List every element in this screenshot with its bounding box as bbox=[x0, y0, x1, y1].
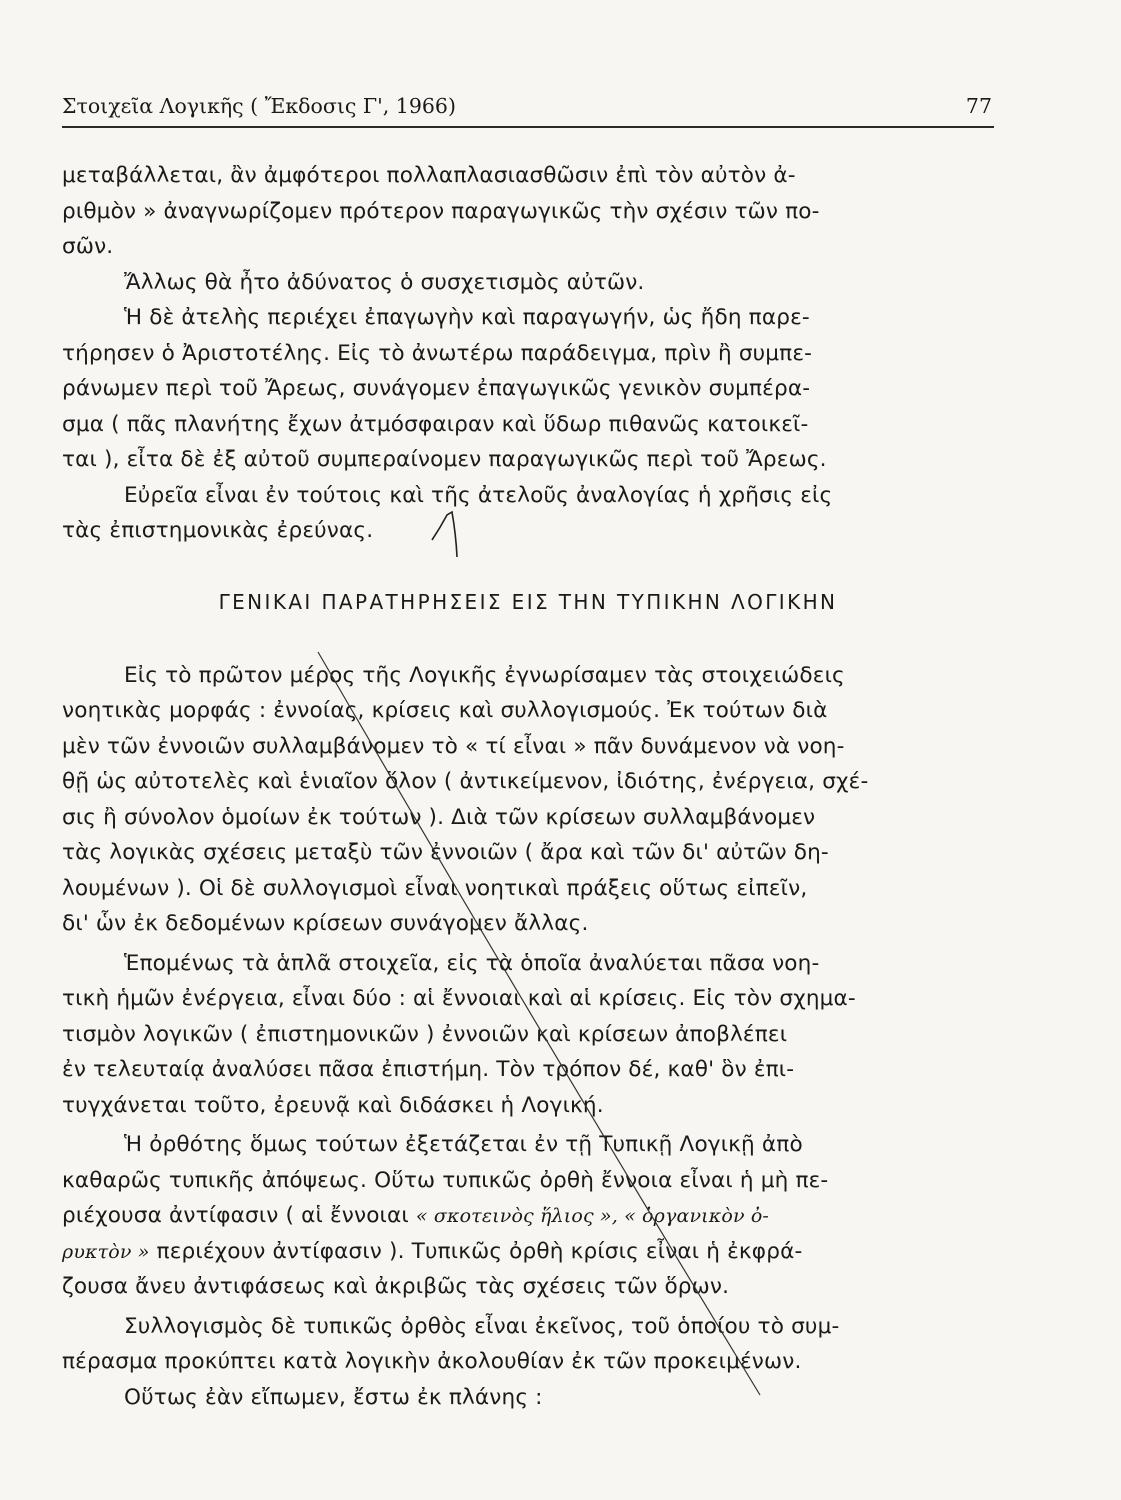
italic-example: « σκοτεινὸς ἥλιος », « ὀργανικὸν ὀ- bbox=[415, 1205, 769, 1227]
text-line: τυγχάνεται τοῦτο, ἐρευνᾷ καὶ διδάσκει ἡ Λογική. bbox=[62, 1092, 604, 1118]
text-line bbox=[62, 1198, 994, 1234]
text-line: τήρησεν ὁ Ἀριστοτέλης. Εἰς τὸ ἀνωτέρω παράδειγμα, πρὶν ἢ συμπε- bbox=[62, 340, 813, 366]
paragraph-5 bbox=[62, 658, 994, 942]
text-line: σμα ( πᾶς πλανήτης ἔχων ἀτμόσφαιραν καὶ ὕδωρ πιθανῶς κατοικεῖ- bbox=[62, 411, 809, 437]
text-line: ριθμὸν » ἀναγνωρίζομεν πρότερον παραγωγικῶς τὴν σχέσιν τῶν πο- bbox=[62, 198, 820, 224]
body-text bbox=[62, 158, 994, 1415]
paragraph-3 bbox=[62, 300, 994, 478]
text-line: Εἰς τὸ πρῶτον μέρος τῆς Λογικῆς ἐγνωρίσαμεν τὰς στοιχειώδεις bbox=[124, 662, 845, 688]
text-line bbox=[62, 1234, 994, 1270]
text-line: Οὕτως ἐὰν εἴπωμεν, ἔστω ἐκ πλάνης : bbox=[124, 1384, 543, 1410]
paragraph-6 bbox=[62, 946, 994, 1124]
text-line: τὰς λογικὰς σχέσεις μεταξὺ τῶν ἐννοιῶν ( ἄρα καὶ τῶν δι' αὐτῶν δη- bbox=[62, 840, 829, 865]
running-head bbox=[62, 94, 992, 118]
paragraph-8 bbox=[62, 1309, 994, 1380]
text-line: Ἄλλως θὰ ἦτο ἀδύνατος ὁ συσχετισμὸς αὐτῶν. bbox=[124, 269, 645, 295]
text-line: Εὐρεῖα εἶναι ἐν τούτοις καὶ τῆς ἀτελοῦς ἀναλογίας ἡ χρῆσις εἰς bbox=[124, 482, 833, 508]
text-line: Ἡ ὀρθότης ὅμως τούτων ἐξετάζεται ἐν τῇ Τυπικῇ Λογικῇ ἀπὸ bbox=[124, 1132, 803, 1157]
paragraph-9 bbox=[62, 1380, 994, 1416]
paragraph-4 bbox=[62, 478, 994, 549]
running-head-title: Στοιχεῖα Λογικῆς ( Ἔκδοσις Γ', 1966) bbox=[62, 94, 456, 118]
text-line: ται ), εἶτα δὲ ἐξ αὐτοῦ συμπεραίνομεν παραγωγικῶς περὶ τοῦ Ἄρεως. bbox=[62, 447, 827, 472]
paragraph-7 bbox=[62, 1127, 994, 1305]
italic-example: ρυκτὸν » bbox=[62, 1240, 150, 1263]
text-line: μεταβάλλεται, ἂν ἀμφότεροι πολλαπλασιασθῶσιν ἐπὶ τὸν αὐτὸν ἀ- bbox=[62, 163, 796, 188]
text-line: ζουσα ἄνευ ἀντιφάσεως καὶ ἀκριβῶς τὰς σχέσεις τῶν ὅρων. bbox=[62, 1274, 730, 1299]
text-line: νοητικὰς μορφάς : ἐννοίας, κρίσεις καὶ συλλογισμούς. Ἐκ τούτων διὰ bbox=[62, 698, 828, 723]
text-line: καθαρῶς τυπικῆς ἀπόψεως. Οὕτω τυπικῶς ὀρθὴ ἔννοια εἶναι ἡ μὴ πε- bbox=[62, 1167, 829, 1193]
text-line: τὰς ἐπιστημονικὰς ἐρεύνας. bbox=[62, 518, 374, 543]
text-line: λουμένων ). Οἱ δὲ συλλογισμοὶ εἶναι νοητικαὶ πράξεις οὕτως εἰπεῖν, bbox=[62, 875, 808, 901]
text-line: τικὴ ἡμῶν ἐνέργεια, εἶναι δύο : αἱ ἔννοιαι καὶ αἱ κρίσεις. Εἰς τὸν σχημα- bbox=[62, 986, 856, 1011]
text-line: θῇ ὡς αὐτοτελὲς καὶ ἑνιαῖον ὅλον ( ἀντικείμενον, ἰδιότης, ἐνέργεια, σχέ- bbox=[62, 769, 869, 794]
text-line: σῶν. bbox=[62, 234, 114, 259]
text-line: μὲν τῶν ἐννοιῶν συλλαμβάνομεν τὸ « τί εἶναι » πᾶν δυνάμενον νὰ νοη- bbox=[62, 733, 845, 759]
text-line: τισμὸν λογικῶν ( ἐπιστημονικῶν ) ἐννοιῶν καὶ κρίσεων ἀποβλέπει bbox=[62, 1021, 788, 1047]
text-line: πέρασμα προκύπτει κατὰ λογικὴν ἀκολουθίαν ἐκ τῶν προκειμένων. bbox=[62, 1349, 802, 1374]
text-line: Ἑπομένως τὰ ἁπλᾶ στοιχεῖα, εἰς τὰ ὁποῖα ἀναλύεται πᾶσα νοη- bbox=[124, 950, 820, 976]
text-line: Ἡ δὲ ἀτελὴς περιέχει ἐπαγωγὴν καὶ παραγωγήν, ὡς ἤδη παρε- bbox=[124, 305, 810, 330]
text-line: δι' ὧν ἐκ δεδομένων κρίσεων συνάγομεν ἄλλας. bbox=[62, 911, 589, 936]
page-number: 77 bbox=[965, 94, 992, 118]
paragraph-2 bbox=[62, 265, 994, 301]
paragraph-1 bbox=[62, 158, 994, 265]
text-line: ράνωμεν περὶ τοῦ Ἄρεως, συνάγομεν ἐπαγωγικῶς γενικὸν συμπέρα- bbox=[62, 376, 811, 401]
text-line: Συλλογισμὸς δὲ τυπικῶς ὀρθὸς εἶναι ἐκεῖνος, τοῦ ὁποίου τὸ συμ- bbox=[124, 1313, 840, 1339]
header-rule bbox=[62, 126, 994, 128]
text-segment: ριέχουσα ἀντίφασιν ( αἱ ἔννοιαι bbox=[62, 1203, 416, 1228]
text-line: ἐν τελευταίᾳ ἀναλύσει πᾶσα ἐπιστήμη. Τὸν τρόπον δέ, καθ' ὃν ἐπι- bbox=[62, 1057, 795, 1082]
section-heading: ΓΕΝΙΚΑΙ ΠΑΡΑΤΗΡΗΣΕΙΣ ΕΙΣ ΤΗΝ ΤΥΠΙΚΗΝ ΛΟΓΙΚΗΝ bbox=[218, 589, 838, 614]
text-line: σις ἢ σύνολον ὁμοίων ἐκ τούτων ). Διὰ τῶν κρίσεων συλλαμβάνομεν bbox=[62, 804, 816, 830]
text-segment: περιέχουν ἀντίφασιν ). Τυπικῶς ὀρθὴ κρίσις εἶναι ἡ ἐκφρά- bbox=[149, 1238, 803, 1264]
